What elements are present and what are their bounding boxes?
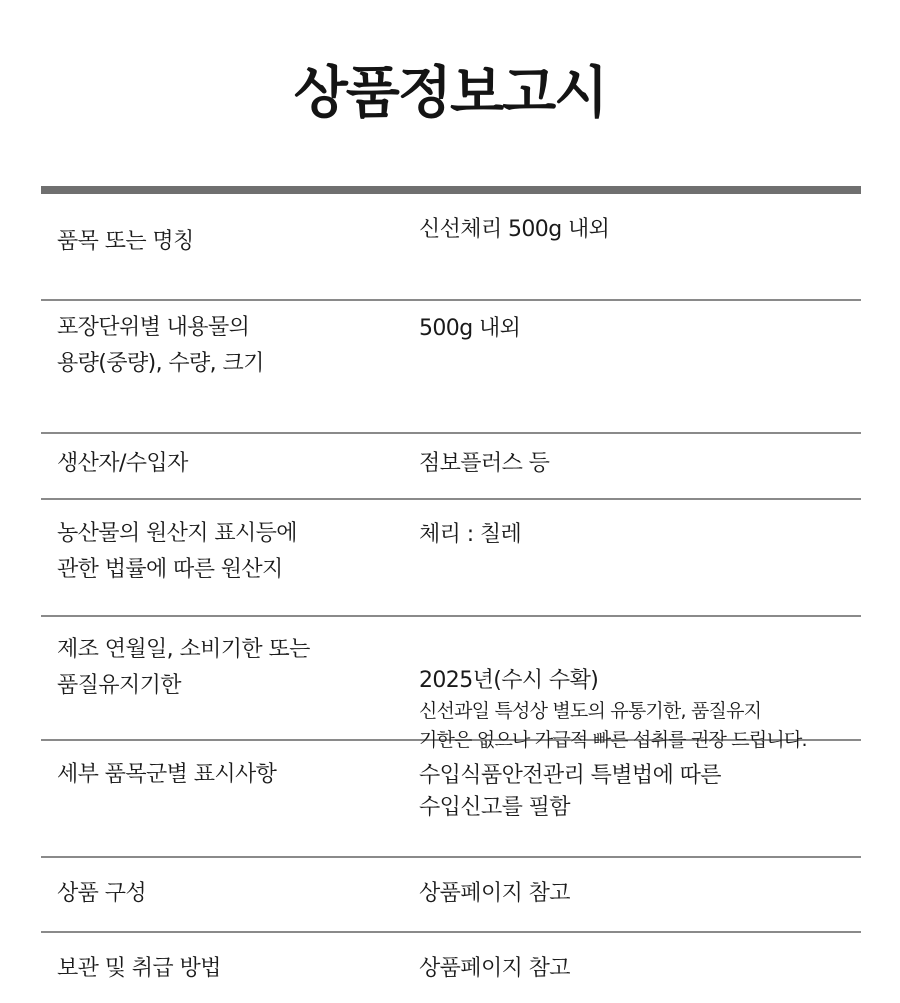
- row-label: 보관 및 취급 방법: [57, 956, 221, 981]
- page-title: 상품정보고시: [293, 61, 607, 126]
- row-value: 점보플러스 등: [419, 451, 550, 476]
- row-value: 신선체리 500g 내외: [419, 217, 610, 242]
- row-label: 제조 연월일, 소비기한 또는 품질유지기한: [57, 637, 310, 698]
- table-row-expiry: [41, 617, 861, 751]
- table-row-category-notice: [41, 741, 861, 858]
- row-value: 상품페이지 참고: [419, 956, 570, 981]
- row-value: 수입식품안전관리 특별법에 따른 수입신고를 필함: [419, 763, 721, 820]
- row-label: 포장단위별 내용물의 용량(중량), 수량, 크기: [57, 315, 264, 376]
- table-row-capacity: [41, 301, 861, 434]
- row-label: 세부 품목군별 표시사항: [57, 762, 277, 787]
- row-value-note: 신선과일 특성상 별도의 유통기한, 품질유지 기한은 없으나 가급적 빠른 섭취를 권장 드립니다.: [419, 700, 807, 751]
- table-top-rule: [41, 186, 861, 194]
- row-label: 농산물의 원산지 표시등에 관한 법률에 따른 원산지: [57, 521, 297, 582]
- table-row-producer: [41, 434, 861, 500]
- row-value-main: 2025년(수시 수확): [419, 668, 599, 693]
- table-row-composition: [41, 858, 861, 933]
- table-row-item-name: [41, 194, 861, 301]
- product-info-table: [41, 186, 861, 1003]
- table-row-storage: [41, 933, 861, 1003]
- row-value: 상품페이지 참고: [419, 881, 570, 906]
- row-value: 체리 : 칠레: [419, 522, 522, 547]
- row-label: 품목 또는 명칭: [57, 229, 194, 254]
- row-label: 생산자/수입자: [57, 451, 188, 476]
- row-value: 500g 내외: [419, 316, 521, 341]
- table-row-origin: [41, 500, 861, 617]
- row-label: 상품 구성: [57, 881, 147, 906]
